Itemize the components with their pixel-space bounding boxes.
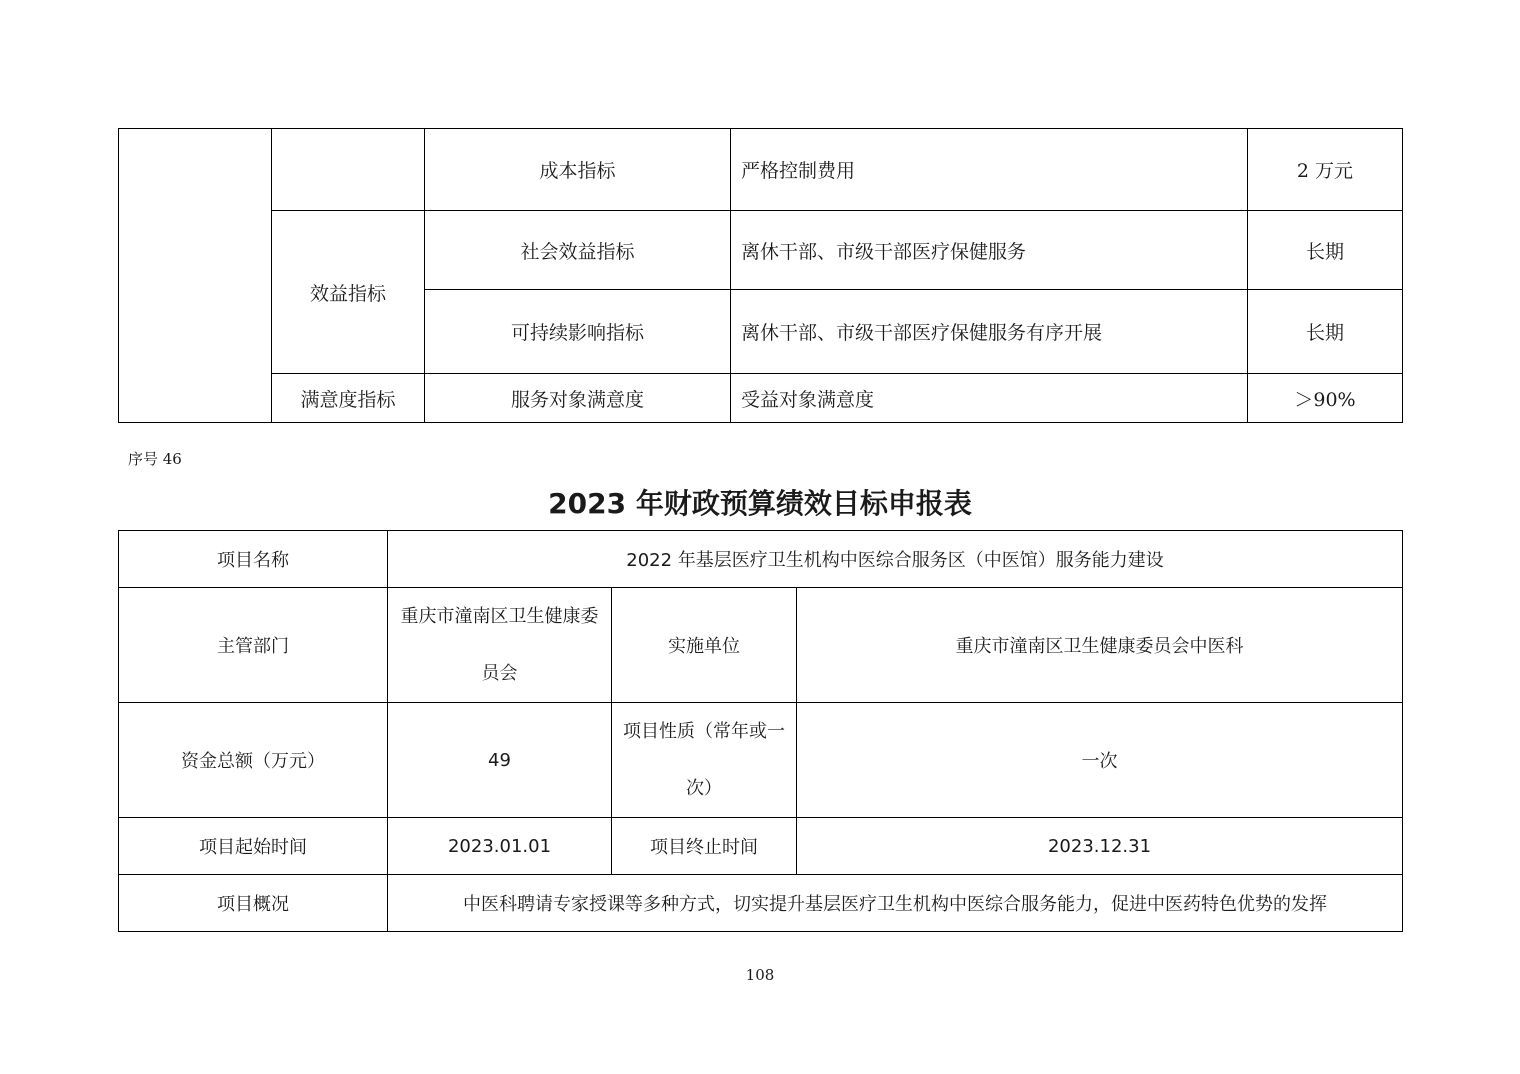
cost-description-cell: 严格控制费用 xyxy=(731,129,1248,211)
impl-label: 实施单位 xyxy=(612,588,797,703)
document-title: 2023 年财政预算绩效目标申报表 xyxy=(548,487,972,520)
end-label: 项目终止时间 xyxy=(612,818,797,875)
social-indicator-cell: 社会效益指标 xyxy=(425,211,731,290)
dept-label: 主管部门 xyxy=(119,588,388,703)
sustain-indicator-cell: 可持续影响指标 xyxy=(425,290,731,374)
sustain-value-cell: 长期 xyxy=(1248,290,1403,374)
cost-value-cell: 2 万元 xyxy=(1248,129,1403,211)
social-description-cell: 离休干部、市级干部医疗保健服务 xyxy=(731,211,1248,290)
impl-value: 重庆市潼南区卫生健康委员会中医科 xyxy=(797,588,1403,703)
project-name-value: 2022 年基层医疗卫生机构中医综合服务区（中医馆）服务能力建设 xyxy=(388,531,1403,588)
funds-label: 资金总额（万元） xyxy=(119,703,388,818)
overview-value: 中医科聘请专家授课等多种方式，切实提升基层医疗卫生机构中医综合服务能力，促进中医药特色优势的发挥 xyxy=(388,875,1403,932)
nature-value: 一次 xyxy=(797,703,1403,818)
social-value-cell: 长期 xyxy=(1248,211,1403,290)
end-value: 2023.12.31 xyxy=(797,818,1403,875)
sustain-description-cell: 离休干部、市级干部医疗保健服务有序开展 xyxy=(731,290,1248,374)
satisfaction-sub-cell: 服务对象满意度 xyxy=(425,374,731,423)
satisfaction-description-cell: 受益对象满意度 xyxy=(731,374,1248,423)
page-number: 108 xyxy=(745,966,775,984)
empty-category-cell xyxy=(119,129,272,423)
cost-indicator-cell: 成本指标 xyxy=(425,129,731,211)
performance-indicators-table xyxy=(118,128,1403,423)
dept-value xyxy=(388,588,612,703)
dept-value-line2: 员会 xyxy=(481,663,518,684)
budget-declaration-table xyxy=(118,530,1403,932)
project-name-label: 项目名称 xyxy=(119,531,388,588)
dept-value-line1: 重庆市潼南区卫生健康委 xyxy=(400,606,599,627)
satisfaction-indicator-cell: 满意度指标 xyxy=(272,374,425,423)
nature-label-line1: 项目性质（常年或一 xyxy=(623,721,785,742)
funds-value: 49 xyxy=(388,703,612,818)
sequence-number: 序号 46 xyxy=(128,450,182,468)
overview-label: 项目概况 xyxy=(119,875,388,932)
nature-label xyxy=(612,703,797,818)
start-label: 项目起始时间 xyxy=(119,818,388,875)
empty-subcategory-cell xyxy=(272,129,425,211)
satisfaction-value-cell: ＞90% xyxy=(1248,374,1403,423)
nature-label-line2: 次） xyxy=(686,778,722,799)
benefit-indicator-cell: 效益指标 xyxy=(272,211,425,374)
start-value: 2023.01.01 xyxy=(388,818,612,875)
